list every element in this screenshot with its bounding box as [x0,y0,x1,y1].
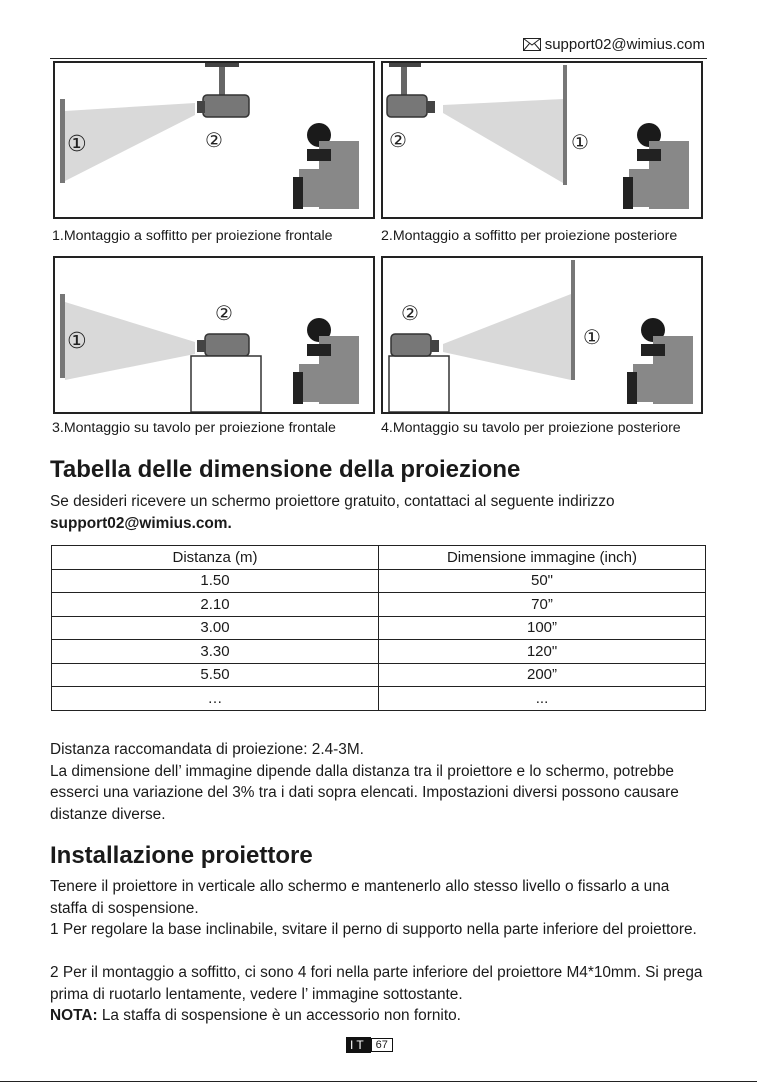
page-indicator [346,1037,393,1053]
table-header-row [52,546,706,570]
section-title-installation: Installazione proiettore [50,842,313,869]
diagram-table-rear [381,256,703,414]
table-cell: 1.50 [52,569,379,593]
diagram-caption: 1.Montaggio a soffitto per proiezione frontale [52,228,333,244]
projection-intro [50,491,707,534]
projection-notes [50,739,707,825]
column-header: Dimensione immagine (inch) [379,546,706,570]
table-cell: 3.00 [52,616,379,640]
diagram-caption: 4.Montaggio su tavolo per proiezione posteriore [381,420,681,436]
install-paragraph: Tenere il proiettore in verticale allo schermo e mantenerlo allo stesso livello o fissarlo a una staffa di sospensione. [50,878,670,917]
header-email [523,36,705,53]
table-row [52,593,706,617]
header-email-text: support02@wimius.com [544,36,705,53]
table-row [52,640,706,664]
section-title-projection: Tabella delle dimensione della proiezione [50,456,521,483]
diagram-table-front [53,256,375,414]
recommended-distance: Distanza raccomandata di proiezione: 2.4-3M. [50,741,364,758]
diagram-ceiling-front [53,61,375,219]
note-text: La staffa di sospensione è un accessorio non fornito. [97,1007,461,1024]
table-cell: 100” [379,616,706,640]
header-divider [50,58,707,59]
table-cell: ... [379,687,706,711]
table-cell: 5.50 [52,663,379,687]
install-step-1: 1 Per regolare la base inclinabile, svitare il perno di supporto nella parte inferiore del proiettore. [50,921,697,938]
install-note [50,1005,707,1027]
screen-label: ① [67,329,87,354]
table-cell: 120" [379,640,706,664]
table-row [52,663,706,687]
projector-label: ② [205,128,223,152]
screen-label: ① [67,132,87,157]
projection-intro-email: support02@wimius.com. [50,514,232,532]
projector-label: ② [401,301,419,325]
diagram-caption: 3.Montaggio su tavolo per proiezione frontale [52,420,336,436]
note-label: NOTA: [50,1007,98,1024]
diagram-ceiling-rear [381,61,703,219]
table-row [52,569,706,593]
diagram-caption: 2.Montaggio a soffitto per proiezione posteriore [381,228,678,244]
projector-label: ② [389,128,407,152]
image-size-note: La dimensione dell’ immagine dipende dalla distanza tra il proiettore e lo schermo, potrebbe esserci una variazione del 3% tra i dati sopra elencati. Impostazioni diversi possono causare distanze diverse. [50,762,679,823]
screen-label: ① [571,130,589,154]
table-cell: 50" [379,569,706,593]
projection-size-table [51,545,706,711]
table-row [52,616,706,640]
screen-label: ① [583,325,601,349]
column-header: Distanza (m) [52,546,379,570]
language-badge: IT [346,1037,371,1053]
table-cell: … [52,687,379,711]
table-cell: 3.30 [52,640,379,664]
projection-intro-text: Se desideri ricevere un schermo proiettore gratuito, contattaci al seguente indirizzo [50,493,615,510]
install-step-2: 2 Per il montaggio a soffitto, ci sono 4 fori nella parte inferiore del proiettore M4*10mm. Si prega prima di ruotarlo lentamente, vedere l’ immagine sottostante. [50,964,703,1003]
table-row [52,687,706,711]
table-cell: 2.10 [52,593,379,617]
envelope-icon [523,38,541,51]
footer-divider [0,1081,757,1082]
table-cell: 70” [379,593,706,617]
page-number: 67 [371,1038,393,1052]
projector-label: ② [215,301,233,325]
table-cell: 200” [379,663,706,687]
